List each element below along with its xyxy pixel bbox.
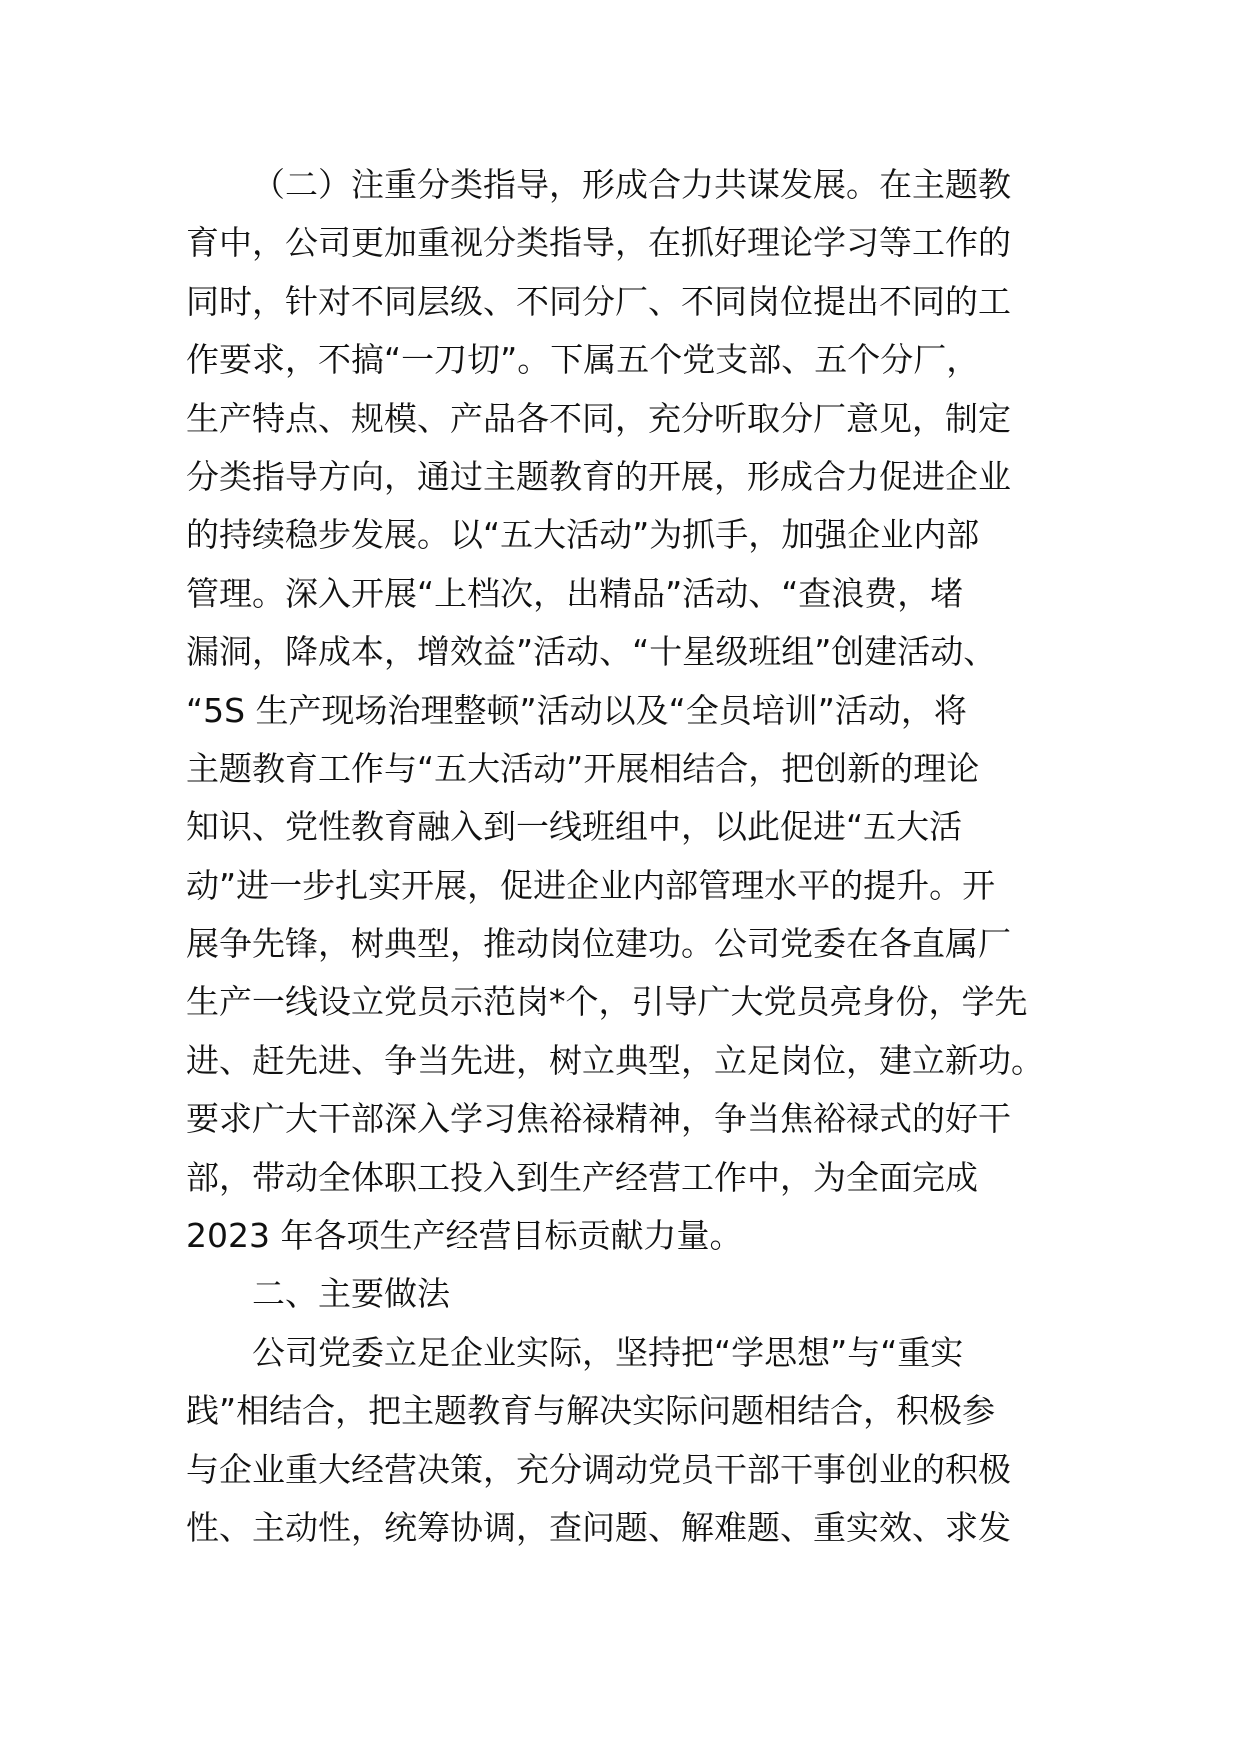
text-line: 作要求，不搞“一刀切”。下属五个党支部、五个分厂， (186, 340, 980, 380)
text-line: 展争先锋，树典型，推动岗位建功。公司党委在各直属厂 (186, 924, 1011, 964)
text-line: 与企业重大经营决策，充分调动党员干部干事创业的积极 (186, 1449, 1011, 1489)
section-heading: 二、主要做法 (252, 1274, 450, 1314)
text-line: （二）注重分类指导，形成合力共谋发展。在主题教 (252, 165, 1011, 204)
text-line: 知识、党性教育融入到一线班组中，以此促进“五大活 (186, 807, 963, 847)
text-line: 进、赶先进、争当先进，树立典型，立足岗位，建立新功。 (186, 1040, 1044, 1080)
text-line: 生产特点、规模、产品各不同，充分听取分厂意见，制定 (186, 398, 1011, 438)
text-line: 公司党委立足企业实际，坚持把“学思想”与“重实 (252, 1332, 964, 1372)
text-line: 践”相结合，把主题教育与解决实际问题相结合，积极参 (186, 1391, 996, 1431)
text-line: 漏洞，降成本，增效益”活动、“十星级班组”创建活动、 (186, 632, 997, 672)
document-body (186, 156, 1056, 1557)
text-line: 管理。深入开展“上档次，出精品”活动、“查浪费，堵 (186, 573, 964, 613)
text-line: 性、主动性，统筹协调，查问题、解难题、重实效、求发 (186, 1507, 1011, 1547)
text-line: 2023 年各项生产经营目标贡献力量。 (186, 1216, 743, 1256)
text-line: 主题教育工作与“五大活动”开展相结合，把创新的理论 (186, 748, 980, 788)
text-line: 育中，公司更加重视分类指导，在抓好理论学习等工作的 (186, 223, 1011, 263)
text-line: 同时，针对不同层级、不同分厂、不同岗位提出不同的工 (186, 281, 1011, 321)
text-line: 分类指导方向，通过主题教育的开展，形成合力促进企业 (186, 456, 1011, 496)
text-line: 生产一线设立党员示范岗*个，引导广大党员亮身份，学先 (186, 982, 1028, 1022)
text-line: 部，带动全体职工投入到生产经营工作中，为全面完成 (186, 1157, 978, 1197)
text-line: 动”进一步扎实开展，促进企业内部管理水平的提升。开 (186, 865, 996, 905)
text-line: 要求广大干部深入学习焦裕禄精神，争当焦裕禄式的好干 (186, 1099, 1011, 1139)
text-line: “5S 生产现场治理整顿”活动以及“全员培训”活动，将 (186, 690, 967, 730)
text-line: 的持续稳步发展。以“五大活动”为抓手，加强企业内部 (186, 515, 980, 555)
